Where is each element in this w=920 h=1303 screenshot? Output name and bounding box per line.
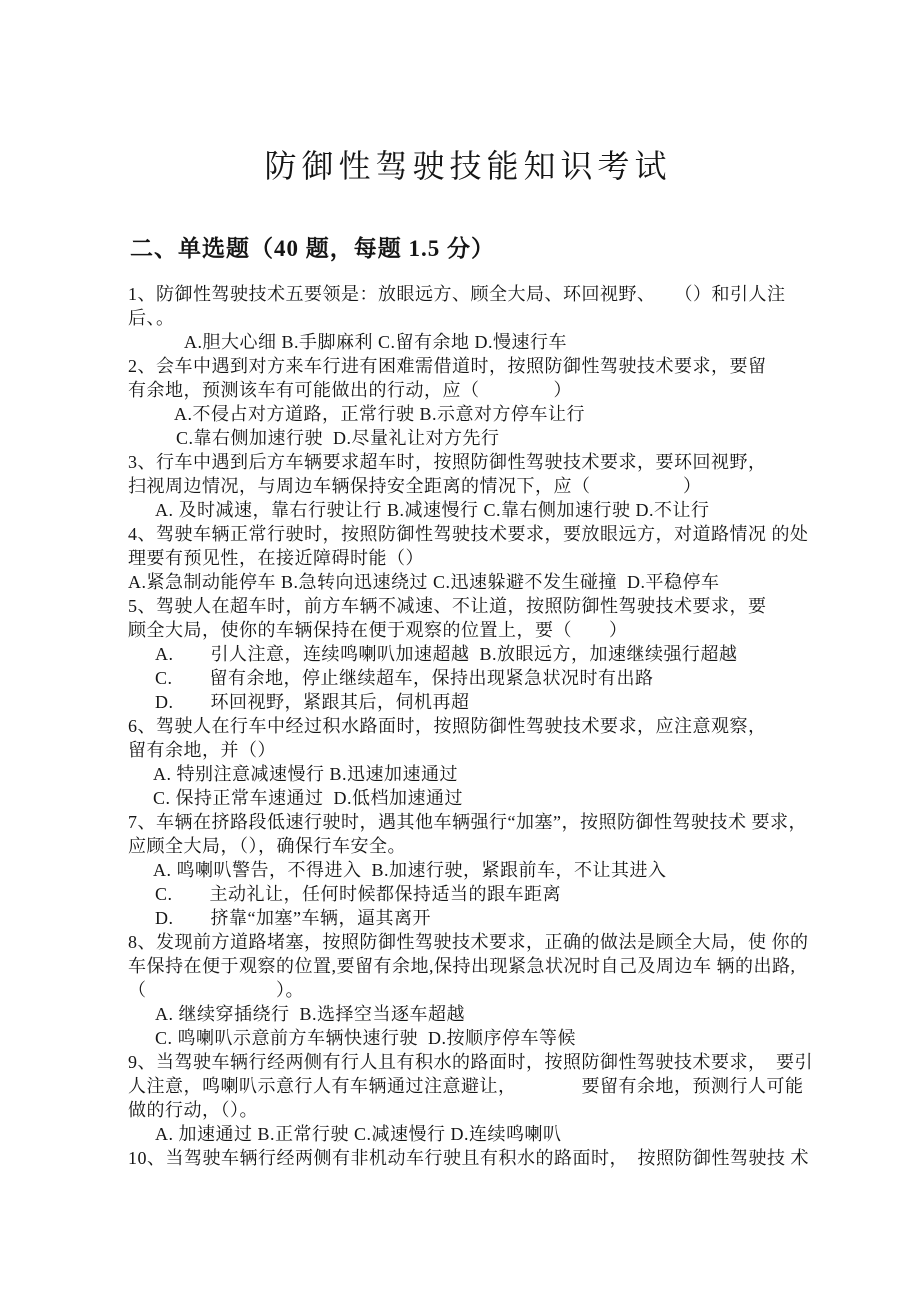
question-line: C. 留有余地，停止继续超车，保持出现紧急状况时有出路 xyxy=(155,668,654,688)
question-line: A. 继续穿插绕行 B.选择空当逐车超越 xyxy=(155,1004,466,1024)
question-line: 2、会车中遇到对方来车行进有困难需借道时，按照防御性驾驶技术要求，要留 xyxy=(128,356,767,376)
question-line: D. 挤靠“加塞”车辆，逼其离开 xyxy=(155,908,431,928)
question-block-6 xyxy=(128,714,808,810)
section-heading: 二、单选题（40 题，每题 1.5 分） xyxy=(130,236,495,261)
question-line: A.不侵占对方道路，正常行驶 B.示意对方停车让行 xyxy=(174,404,586,424)
question-line: C. 主动礼让，任何时候都保持适当的跟车距离 xyxy=(155,884,562,904)
question-line: 留有余地，并（） xyxy=(128,740,276,760)
question-line: A. 加速通过 B.正常行驶 C.减速慢行 D.连续鸣喇叭 xyxy=(155,1124,562,1144)
question-block-1 xyxy=(128,282,808,354)
question-line: A.胆大心细 B.手脚麻利 C.留有余地 D.慢速行车 xyxy=(184,332,568,352)
question-line: 人注意，鸣喇叭示意行人有车辆通过注意避让， 要留有余地，预测行人可能 xyxy=(128,1076,804,1096)
question-line: C.靠右侧加速行驶 D.尽量礼让对方先行 xyxy=(176,428,500,448)
question-block-9 xyxy=(128,1050,813,1146)
question-block-5 xyxy=(128,594,808,714)
question-line: C. 保持正常车速通过 D.低档加速通过 xyxy=(153,788,464,808)
question-line: 9、当驾驶车辆行经两侧有行人且有积水的路面时，按照防御性驾驶技术要求， 要引 xyxy=(128,1052,813,1072)
question-line: 8、发现前方道路堵塞，按照防御性驾驶技术要求，正确的做法是顾全大局，使 你的 xyxy=(128,932,809,952)
question-line: 5、驾驶人在超车时，前方车辆不减速、不让道，按照防御性驾驶技术要求，要 xyxy=(128,596,767,616)
question-line: 做的行动，（）。 xyxy=(128,1100,258,1120)
question-line: 后、。 xyxy=(128,308,175,328)
page-title: 防御性驾驶技能知识考试 xyxy=(264,148,672,184)
question-line: 7、车辆在挤路段低速行驶时，遇其他车辆强行“加塞”，按照防御性驾驶技术 要求， xyxy=(128,812,807,832)
question-line: A. 及时减速，靠右行驶让行 B.减速慢行 C.靠右侧加速行驶 D.不让行 xyxy=(155,500,710,520)
question-line: 6、驾驶人在行车中经过积水路面时，按照防御性驾驶技术要求，应注意观察， xyxy=(128,716,767,736)
question-line: A. 特别注意减速慢行 B.迅速加速通过 xyxy=(153,764,459,784)
question-block-4 xyxy=(128,522,808,594)
question-line: A. 鸣喇叭警告，不得进入 B.加速行驶，紧跟前车，不让其进入 xyxy=(153,860,667,880)
question-list xyxy=(128,282,813,1170)
question-line: A.紧急制动能停车 B.急转向迅速绕过 C.迅速躲避不发生碰撞 D.平稳停车 xyxy=(128,572,720,592)
question-line: 3、行车中遇到后方车辆要求超车时，按照防御性驾驶技术要求，要环回视野， xyxy=(128,452,767,472)
question-line: 10、当驾驶车辆行经两侧有非机动车行驶且有积水的路面时， 按照防御性驾驶技 术 xyxy=(128,1148,809,1168)
question-line: 有余地，预测该车有可能做出的行动，应（ ） xyxy=(128,380,572,400)
question-block-3 xyxy=(128,450,808,522)
question-line: A. 引人注意，连续鸣喇叭加速超越 B.放眼远方，加速继续强行超越 xyxy=(155,644,738,664)
question-block-10 xyxy=(128,1146,808,1170)
question-block-7 xyxy=(128,810,808,930)
question-line: （ ）。 xyxy=(128,980,304,1000)
question-line: C. 鸣喇叭示意前方车辆快速行驶 D.按顺序停车等候 xyxy=(155,1028,577,1048)
question-line: 1、防御性驾驶技术五要领是：放眼远方、顾全大局、环回视野、 （）和引人注 xyxy=(128,284,786,304)
question-line: 扫视周边情况，与周边车辆保持安全距离的情况下，应（ ） xyxy=(128,476,702,496)
question-line: 应顾全大局，（），确保行车安全。 xyxy=(128,836,406,856)
question-block-8 xyxy=(128,930,808,1050)
question-line: 4、驾驶车辆正常行驶时，按照防御性驾驶技术要求，要放眼远方，对道路情况 的处 xyxy=(128,524,809,544)
question-block-2 xyxy=(128,354,808,450)
question-line: 车保持在便于观察的位置,要留有余地,保持出现紧急状况时自己及周边车 辆的出路, xyxy=(128,956,796,976)
question-line: 理要有预见性，在接近障碍时能（） xyxy=(128,548,424,568)
question-line: 顾全大局，使你的车辆保持在便于观察的位置上，要（ ） xyxy=(128,620,628,640)
question-line: D. 环回视野，紧跟其后，伺机再超 xyxy=(155,692,470,712)
